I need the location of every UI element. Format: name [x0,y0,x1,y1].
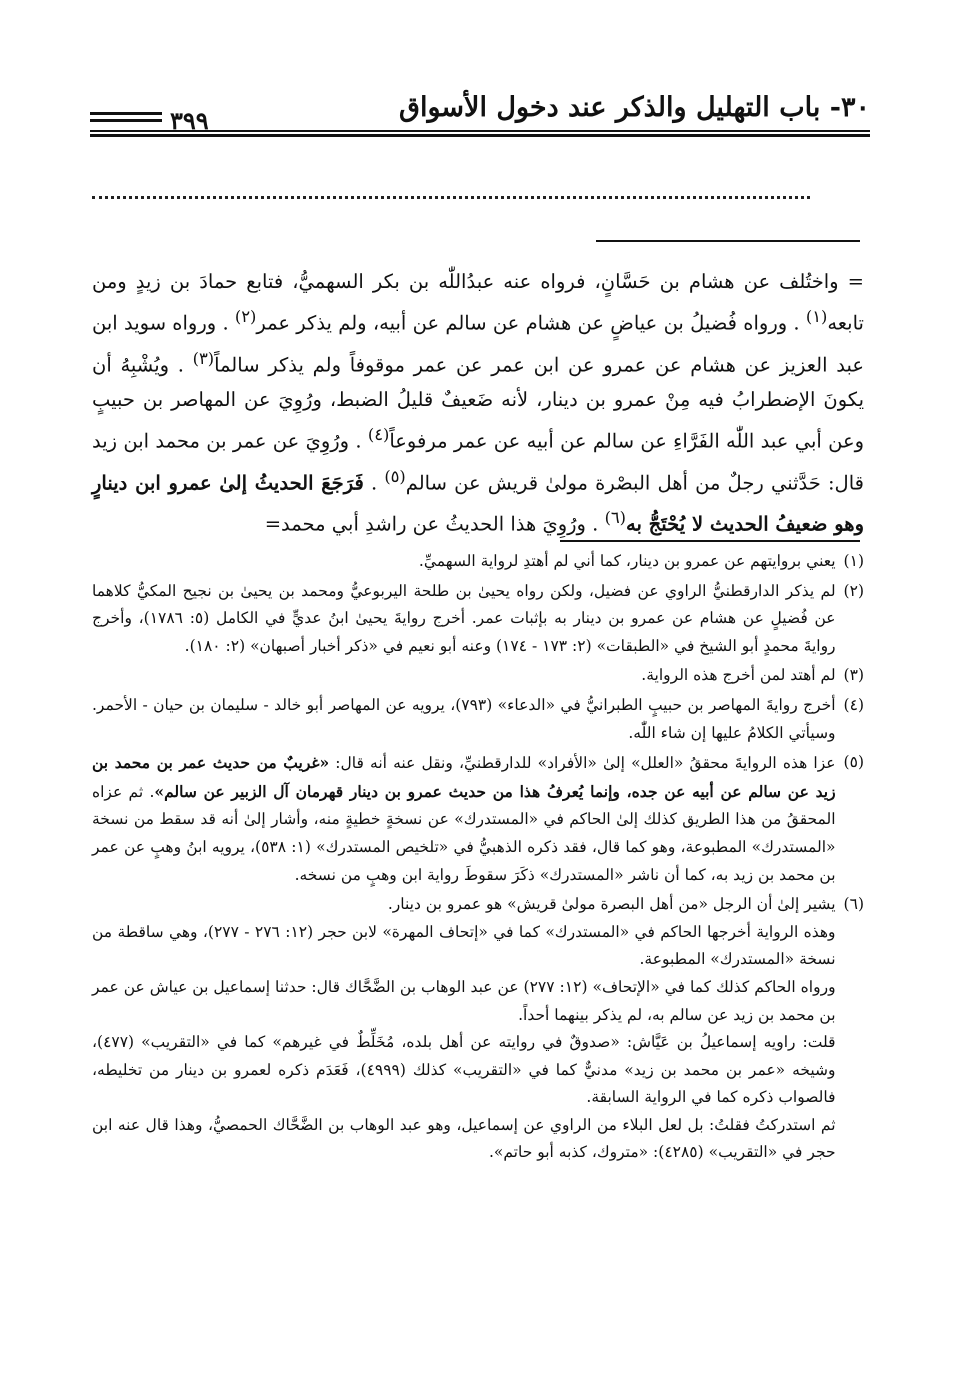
footnote-3 [92,662,864,690]
footnote-2 [92,578,864,661]
header-rule [90,130,870,132]
footnote-number: (٢) [843,581,864,600]
footnote-body [92,548,836,576]
footnote-number: (٦) [843,895,864,914]
footnote-number: (٥) [843,753,864,772]
footnote-ref-6: (٦) [604,508,626,527]
footnote-5 [92,749,864,889]
text-segment: . [363,471,385,494]
footnote-ref-3: (٣) [192,348,215,368]
footnote-ref-4: (٤) [367,425,390,444]
page-number: ٣٩٩ [170,106,209,135]
footnote-text-segment: عزا هذه الروايةَ محققُ «العلل» إلىٰ «الأفراد» للدارقطنيِّ، ونقل عنه أنه قال: [329,754,836,773]
footnote-paragraph: قلت: راويه إسماعيلُ بن عَيَّاش: «صدوقٌ في روايته عن أهل بلده، مُخَلِّطٌ في غيرهم» كما في «التقريب» (٤٧٧)، وشيخه «عمر بن محمد بن زيد» مدنيٌّ كما في «التقريب» كذلك (٤٩٩٩)، فَعَدَم ذكره لعمرو بن دينار من تخليطه، فالصواب ذكره كما في الرواية السابقة. [92,1033,836,1107]
text-start-rule [596,240,860,242]
text-segment: . ورُوِيَ عن عمر بن محمد ابن زيد قال: حَدَّثني رجلٌ من أهل البصْرة مولىٰ قريش عن سالم [92,429,864,494]
main-paragraph [92,264,864,542]
footnote-text [92,749,836,889]
footnote-body [92,578,836,661]
header-rule-thick [90,134,870,137]
bold-text-segment: فَرَجَعَ الحديثُ إلىٰ عمرو ابن دينارٍ وهو ضعيفُ الحديث لا يُحْتَجُّ به [92,471,864,536]
footnote-number: (٤) [843,695,864,714]
chapter-title: ٣٠- باب التهليل والذكر عند دخول الأسواق [399,92,870,123]
footnotes-rule [560,540,860,542]
footnote-6 [92,891,864,1167]
footnote-ref-2: (٢) [234,307,257,326]
footnote-4 [92,692,864,747]
footnote-number: (١) [843,552,864,570]
text-segment: . ورواه فُضيلُ بن عياضٍ عن هشام عن سالم عن أبيه، ولم يذكر عمر [256,311,806,335]
text-segment: . ويُشْبِهُ أن يكونَ الإضطرابُ فيه مِنْ عمرو بن دينار، لأنه ضَعيفٌ قليلُ الضبط، ورُوِيَ عن المهاصر بن حبيبٍ وعن أبي عبد اللّٰه الفَرَّاءِ عن سالم عن أبيه عن عمر مرفوعاً [92,353,865,453]
dotted-separator [92,196,810,199]
footnote-body [92,749,836,889]
footnote-body [92,662,836,690]
page-header [90,92,870,140]
footnote-text: لم يذكر الدارقطنيُّ الراوي عن فضيل، ولكن رواه يحيىٰ بن طلحة اليربوعيُّ ومحمد بن يحيىٰ بن نجيح المكيُّ كلاهما عن فُضيلٍ عن هشام عن عمرو بن دينار به بإثبات عمر. أخرج روايةَ يحيىٰ ابنُ عديٍّ في الكامل (٥: ١٧٨٦)، وأخرج روايةَ محمدٍ أبو الشيخ في «الطبقات» (٢: ١٧٣ - ١٧٤) وعنه أبو نعيم في «ذكر أخبار أصبهان» (٢: ١٨٠). [92,581,836,655]
footnote-text: أخرج روايةَ المهاصر بن حبيبٍ الطبرانيُّ في «الدعاء» (٧٩٣)، يرويه عن المهاصر أبو خالد - سليمان بن حيان - الأحمر. وسيأتي الكلامُ عليها إن شاء اللّٰه. [92,695,836,742]
text-segment: = واختُلف عن هشام بن حَسَّانٍ، فرواه عنه عبدُاللّٰه بن بكر السهميُّ، فتابع حمادَ بن زيدٍ ومن تابعه [92,270,864,335]
footnote-text-segment: . ثم عزاه المحققُ من هذا الطريق كذلك إلىٰ الحاكم في «المستدرك» عن نسخةٍ خطيةٍ منه، وأشار إلىٰ أنه قد سقط من نسخة «المستدرك» المطبوعة، وهو كما قال، فقد ذكره الذهبيُّ في «تلخيص المستدرك» (١: ٥٣٨)، يرويه ابنُ وهبٍ عن عمر بن محمد بن زيد به، كما أن ناشر «المستدرك» ذكَرَ سقوطَ رواية ابن وهبٍ من نسخه. [92,782,836,884]
footnote-text: يعني بروايتهم عن عمرو بن دينار، كما أني لم أهتدِ لرواية السهميِّ. [418,552,836,570]
text-segment: . ورواه سويد ابن عبد العزيز عن هشام عن عمرو عن ابن عمر عن عمر موقوفاً ولم يذكر سالماً [92,311,864,376]
footnote-body [92,891,836,1167]
footnote-text: لم أهتد لمن أخرج هذه الرواية. [641,666,836,685]
footnote-ref-5: (٥) [384,466,406,486]
footnote-paragraph: وهذه الرواية أخرجها الحاكم في «المستدرك» كما في «إتحاف المهرة» لابن حجر (١٢: ٢٧٦ - ٢٧٧)، وهي ساقطة من نسخة «المستدرك» المطبوعة. [92,922,836,969]
footnote-paragraph: ورواه الحاكم كذلك كما في «الإتحاف» (١٢: ٢٧٧) عن عبد الوهاب بن الضَّحَّاك قال: حدثنا إسماعيل بن عياش عن عمر بن محمد بن زيد عن سالم به، لم يذكر بينهما أحداً. [92,977,836,1024]
footnotes [92,548,864,1169]
footnote-1 [92,548,864,576]
header-decoration [90,112,162,126]
footnote-paragraph: يشير إلىٰ أن الرجل «من أهل البصرة مولىٰ قريش» هو عمرو بن دينار. [387,895,836,914]
text-segment: . ورُوِيَ هذا الحديثُ عن راشدِ أبي محمد= [264,512,605,536]
footnote-paragraph: ثم استدركتُ فقلتُ: بل لعل البلاء من الراوي عن إسماعيل، وهو عبد الوهاب بن الضَّحَّاك الحمصيُّ، وهذا قال عنه ابن حجر في «التقريب» (٤٢٨٥): «متروك، كذبه أبو حاتم». [92,1115,836,1162]
main-text [92,264,864,542]
footnote-bold-quote: «غريبٌ من حديث عمر بن محمد بن زيد عن سالم عن أبيه عن جده، وإنما يُعرفُ هذا من حديث عمرو بن دينار قهرمان آل الزبير عن سالم» [92,753,836,801]
footnote-ref-1: (١) [805,307,828,326]
footnote-body [92,692,836,747]
footnote-number: (٣) [843,666,864,685]
